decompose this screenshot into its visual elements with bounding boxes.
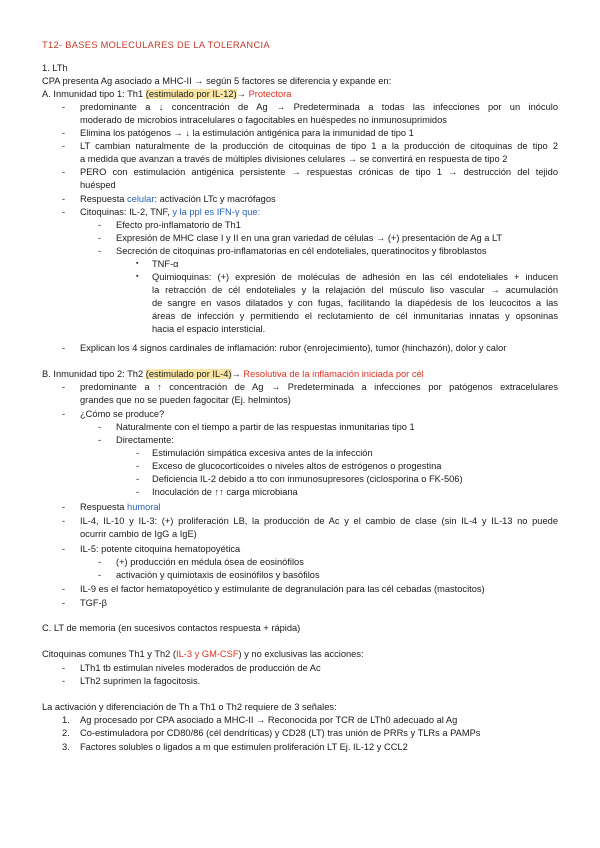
page-title: T12- BASES MOLECULARES DE LA TOLERANCIA <box>42 40 270 50</box>
list-item: IL-4, IL-10 y IL-3: (+) proliferación LB, la producción de Ac y el cambio de clase (sin IL-4 y IL-13 no puede <box>80 516 558 526</box>
square-bullet: ▪ <box>136 260 139 267</box>
list-item-cont: a medida que avanzan a través de múltiples divisiones celulares → se convertirá en respuesta de tipo 2 <box>80 154 508 164</box>
highlight: (estimulado por IL-12) <box>145 89 237 99</box>
square-bullet: ▪ <box>136 273 139 280</box>
numbered-item: Factores solubles o ligados a m que estimulen proliferación LT Ej. IL-12 y CCL2 <box>80 742 408 752</box>
list-item <box>80 206 260 219</box>
dash-bullet: - <box>62 102 66 112</box>
dash-bullet: - <box>98 570 102 580</box>
text: ) y no exclusivas las acciones: <box>238 649 364 659</box>
list-item-cont: huésped <box>80 180 116 190</box>
blue-text: humoral <box>127 502 161 512</box>
list-item-cont: hacia el espacio intersticial. <box>152 324 266 334</box>
list-item: LTh1 tb estimulan niveles moderados de producción de Ac <box>80 663 321 673</box>
list-item: PERO con estimulación antigénica persistente → respuestas crónicas de tipo 1 → destrucción del tejido <box>80 167 558 177</box>
numbered-item: Ag procesado por CPA asociado a MHC-II → Reconocida por TCR de LTh0 adecuado al Ag <box>80 715 458 725</box>
subsection-heading: C. LT de memoria (en sucesivos contactos respuesta + rápida) <box>42 623 301 633</box>
paragraph: La activación y diferenciación de Th a Th1 o Th2 requiere de 3 señales: <box>42 702 337 712</box>
numbered-number: 2. <box>62 728 70 738</box>
list-item: LTh2 suprimen la fagocitosis. <box>80 676 201 686</box>
dash-bullet: - <box>62 409 66 419</box>
list-item: activación y quimiotaxis de eosinófilos y basófilos <box>116 570 320 580</box>
text: Citoquinas: IL-2, TNF, <box>80 207 173 217</box>
dash-bullet: - <box>98 557 102 567</box>
blue-text: y la ppl es IFN-γ que: <box>172 207 261 217</box>
red-text: IL-3 y GM-CSF <box>176 649 239 659</box>
dash-bullet: - <box>136 448 140 458</box>
list-item: Deficiencia IL-2 debido a tto con inmunosupresores (ciclosporina o FK-506) <box>152 474 463 484</box>
text: : activación LTc y macrófagos <box>154 194 276 204</box>
list-item <box>80 193 276 206</box>
dash-bullet: - <box>62 584 66 594</box>
list-item-cont: ocurrir cambio de IgG a IgE) <box>80 529 197 539</box>
dash-bullet: - <box>136 487 140 497</box>
list-item: LT cambian naturalmente de la producción de citoquinas de tipo 1 a la producción de citoquinas de tipo 2 <box>80 141 558 151</box>
list-item-cont: de sangre en vasos dilatados y con fugas, facilitando la diapédesis de los leucocitos a las <box>152 298 558 308</box>
dash-bullet: - <box>62 141 66 151</box>
dash-bullet: - <box>62 167 66 177</box>
paragraph <box>42 648 364 661</box>
list-item: Directamente: <box>116 435 174 445</box>
red-text: Resolutiva de la inflamación iniciada por cél <box>243 369 424 379</box>
dash-bullet: - <box>136 474 140 484</box>
dash-bullet: - <box>98 422 102 432</box>
list-item-cont: la retracción de cél endoteliales y la relajación del músculo liso vascular → acumulación <box>152 285 558 295</box>
list-item: TGF-β <box>80 598 108 608</box>
text: Citoquinas comunes Th1 y Th2 ( <box>42 649 177 659</box>
section-heading: 1. LTh <box>42 63 68 73</box>
list-item: predominante a ↑ concentración de Ag → Predeterminada a infecciones por patógenos extracelulares <box>80 382 558 392</box>
dash-bullet: - <box>62 502 66 512</box>
list-item <box>80 501 161 514</box>
dash-bullet: - <box>136 461 140 471</box>
dash-bullet: - <box>62 382 66 392</box>
numbered-item: Co-estimuladora por CD80/86 (cél dendríticas) y CD28 (LT) tras unión de PRRs y TLRs a PAMPs <box>80 728 481 738</box>
list-item: ¿Cómo se produce? <box>80 409 165 419</box>
list-item: IL-9 es el factor hematopoyético y estimulante de degranulación para las cél cebadas (mastocitos) <box>80 584 485 594</box>
dash-bullet: - <box>62 598 66 608</box>
dash-bullet: - <box>62 544 66 554</box>
dash-bullet: - <box>98 220 102 230</box>
arrow: → <box>231 369 244 379</box>
text: Respuesta <box>80 194 128 204</box>
numbered-number: 1. <box>62 715 70 725</box>
list-item: Inoculación de ↑↑ carga microbiana <box>152 487 298 497</box>
dash-bullet: - <box>62 663 66 673</box>
list-item: Exceso de glucocorticoides o niveles altos de estrógenos o progestina <box>152 461 442 471</box>
list-item: IL-5: potente citoquina hematopoyética <box>80 544 241 554</box>
heading-text: A. Inmunidad tipo 1: Th1 <box>42 89 146 99</box>
list-item: Quimioquinas: (+) expresión de moléculas de adhesión en las cél endoteliales + inducen <box>152 272 558 282</box>
paragraph: CPA presenta Ag asociado a MHC-II → según 5 factores se diferencia y expande en: <box>42 76 392 86</box>
heading-text: B. Inmunidad tipo 2: Th2 <box>42 369 146 379</box>
dash-bullet: - <box>62 516 66 526</box>
dash-bullet: - <box>62 128 66 138</box>
red-text: Protectora <box>248 89 292 99</box>
dash-bullet: - <box>62 676 66 686</box>
list-item: Elimina los patógenos → ↓ la estimulación antigénica para la inmunidad de tipo 1 <box>80 128 414 138</box>
list-item: Secreción de citoquinas pro-inflamatorias en cél endoteliales, queratinocitos y fibroblastos <box>116 246 487 256</box>
highlight: (estimulado por IL-4) <box>145 369 232 379</box>
list-item: (+) producción en médula ósea de eosinófilos <box>116 557 304 567</box>
dash-bullet: - <box>98 246 102 256</box>
subsection-heading <box>42 88 291 101</box>
list-item: Estimulación simpática excesiva antes de la infección <box>152 448 373 458</box>
list-item-cont: moderado de microbios intracelulares o fagocitables en huéspedes no inmunosuprimidos <box>80 115 447 125</box>
list-item: predominante a ↓ concentración de Ag → Predeterminada a todas las infecciones por un inóculo <box>80 102 558 112</box>
dash-bullet: - <box>62 343 66 353</box>
text: Respuesta <box>80 502 128 512</box>
list-item-cont: grandes que no se pueden fagocitar (Ej. helmintos) <box>80 395 291 405</box>
dash-bullet: - <box>98 435 102 445</box>
dash-bullet: - <box>62 207 66 217</box>
list-item: Efecto pro-inflamatorio de Th1 <box>116 220 241 230</box>
arrow: → <box>236 89 249 99</box>
list-item-cont: áreas de infección y permitiendo el reclutamiento de cél inmunitarias innatas y opsoninas <box>152 311 558 321</box>
dash-bullet: - <box>98 233 102 243</box>
list-item: Naturalmente con el tiempo a partir de las respuestas inmunitarias tipo 1 <box>116 422 415 432</box>
blue-text: celular <box>127 194 155 204</box>
subsection-heading <box>42 368 424 381</box>
list-item: Expresión de MHC clase I y II en una gran variedad de células → (+) presentación de Ag a LT <box>116 233 503 243</box>
list-item: Explican los 4 signos cardinales de inflamación: rubor (enrojecimiento), tumor (hinchazón), dolor y calor <box>80 343 507 353</box>
numbered-number: 3. <box>62 742 70 752</box>
list-item: TNF-α <box>152 259 179 269</box>
dash-bullet: - <box>62 194 66 204</box>
